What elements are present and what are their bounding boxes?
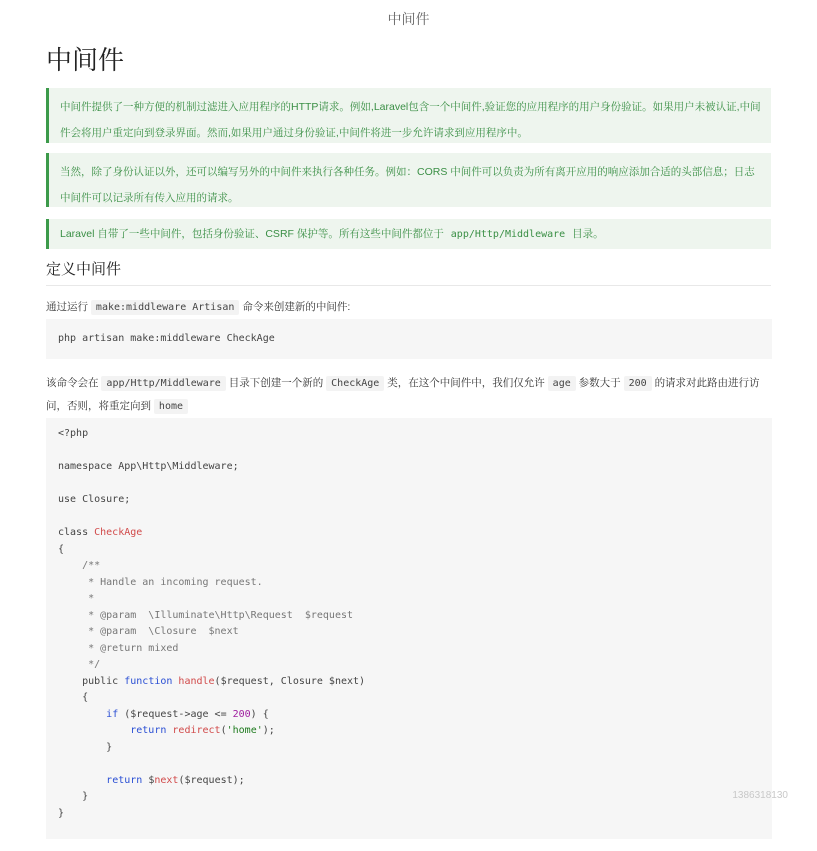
code-line: namespace App\Http\Middleware; — [58, 461, 239, 472]
code-line: { — [58, 692, 89, 703]
note-text-suffix: 目录。 — [572, 228, 604, 240]
inline-code-path: app/Http/Middleware — [450, 229, 566, 240]
tasks-note: 当然，除了身份认证以外，还可以编写另外的中间件来执行各种任务。例如：CORS 中间件可以负责为所有离开应用的响应添加合适的头部信息；日志中间件可以记录所有传入应用的请求。 — [46, 153, 771, 207]
text: 命令来创建新的中间件: — [242, 301, 351, 313]
inline-code: age — [548, 376, 576, 391]
intro-note: 中间件提供了一种方便的机制过滤进入应用程序的HTTP请求。例如,Laravel包含一个中间件,验证您的应用程序的用户身份验证。如果用户未被认证,中间件会将用户重定向到登录界面。然而,如果用户通过身份验证,中间件将进一步允许请求到应用程序中。 — [46, 88, 771, 143]
code-comment: /** — [58, 560, 101, 571]
code-comment: * @param \Illuminate\Http\Request $request — [58, 609, 354, 621]
code-line: return redirect('home'); — [130, 725, 275, 736]
code-line: } — [58, 741, 113, 753]
section-heading: 定义中间件 — [46, 258, 771, 286]
code-line: { — [58, 543, 65, 555]
code-line: class CheckAge — [58, 527, 143, 538]
text: 类，在这个中间件中，我们仅允许 — [387, 377, 545, 389]
code-comment: */ — [58, 659, 101, 670]
document-title: 中间件 — [387, 11, 430, 27]
text: 该命令会在 — [46, 377, 99, 389]
code-line: <?php — [58, 428, 89, 439]
code-line: use Closure; — [58, 494, 131, 505]
code-comment: * Handle an incoming request. — [58, 576, 263, 588]
code-comment: * @return mixed — [58, 642, 179, 654]
code-comment: * — [58, 593, 95, 604]
command-code-block — [46, 319, 772, 359]
text: 通过运行 — [46, 301, 88, 313]
inline-code: home — [154, 399, 188, 414]
explanation-paragraph — [46, 372, 771, 418]
watermark: 1386318130 — [732, 790, 788, 801]
text: 参数大于 — [578, 377, 621, 389]
code-line: } — [58, 807, 65, 819]
command-line: php artisan make:middleware CheckAge — [58, 333, 275, 344]
inline-code: app/Http/Middleware — [101, 376, 225, 391]
builtin-middleware-note — [46, 219, 771, 249]
code-line: if ($request->age <= 200) { — [106, 708, 269, 720]
page-heading: 中间件 — [46, 45, 125, 75]
code-line: } — [58, 791, 89, 802]
code-comment: * @param \Closure $next — [58, 626, 239, 637]
text: 的请求对此路由进行访问，否则，将重定向到 — [46, 377, 760, 412]
note-text: Laravel 自带了一些中间件，包括身份验证、CSRF 保护等。所有这些中间件都位于 — [60, 228, 444, 240]
inline-code-command: make:middleware Artisan — [91, 300, 239, 315]
inline-code: 200 — [624, 376, 652, 391]
code-line: return $next($request); — [106, 774, 245, 786]
inline-code: CheckAge — [326, 376, 384, 391]
php-code-block — [46, 418, 772, 839]
create-middleware-paragraph — [46, 296, 771, 319]
code-line: public function handle($request, Closure $next) — [58, 675, 366, 687]
text: 目录下创建一个新的 — [228, 377, 324, 389]
